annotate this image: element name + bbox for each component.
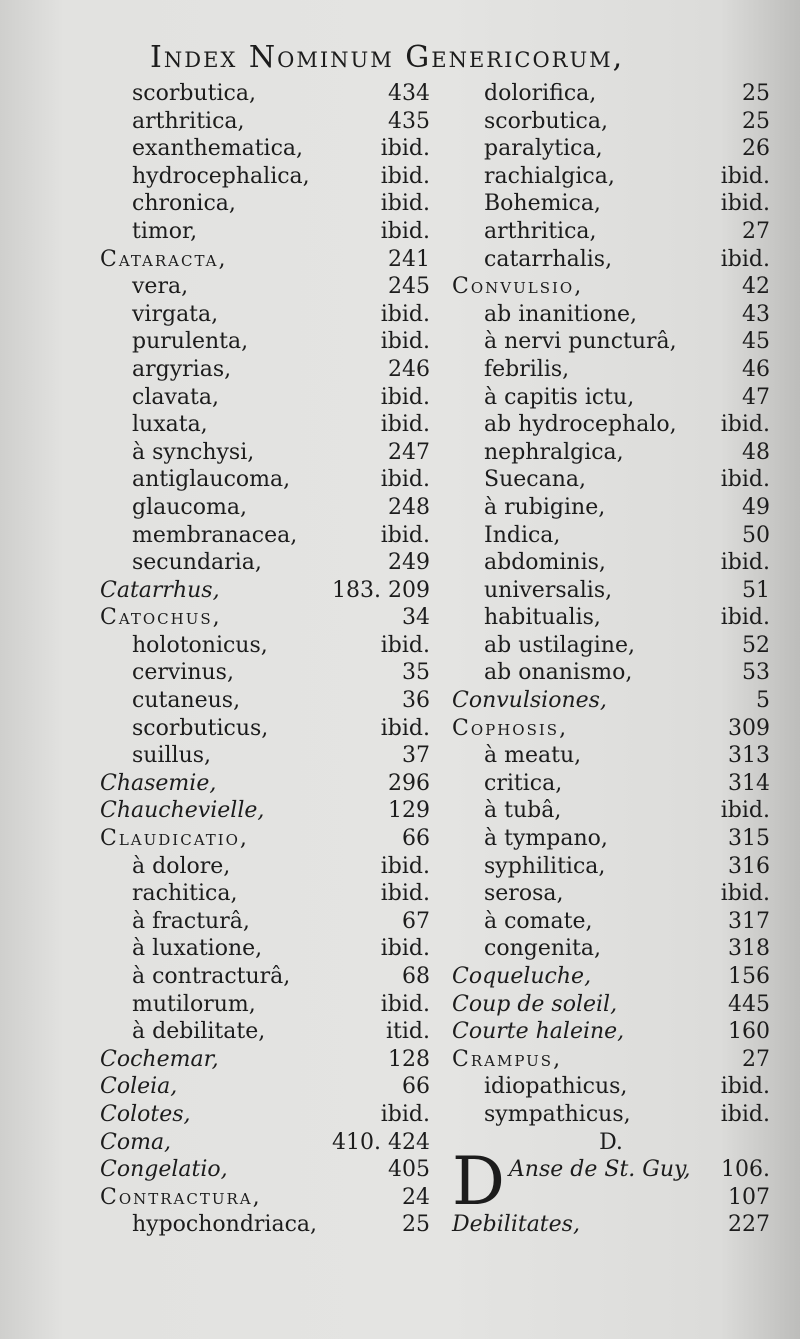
index-entry (100, 218, 430, 246)
section-letter: D. (599, 1129, 623, 1155)
entry-term: à tympano, (484, 826, 608, 852)
entry-term: nephralgica, (484, 439, 624, 465)
index-entry (100, 991, 430, 1019)
index-entry (100, 1046, 430, 1074)
entry-term: scorbutica, (132, 81, 256, 106)
entry-term: antiglaucoma, (132, 467, 291, 493)
index-entry (100, 384, 430, 412)
entry-term: clavata, (132, 384, 219, 410)
entry-page: itid. (386, 1019, 430, 1045)
entry-page: ibid. (720, 550, 770, 576)
entry-term: holotonicus, (132, 632, 268, 658)
entry-page: 27 (742, 218, 770, 244)
entry-page: 46 (742, 356, 770, 382)
index-entry (452, 328, 770, 356)
entry-page: ibid. (380, 191, 430, 217)
entry-page: 315 (728, 826, 770, 852)
index-entry (452, 797, 770, 825)
entry-term: critica, (484, 770, 563, 796)
entry-page: 5 (756, 688, 770, 714)
index-entry (100, 108, 430, 136)
entry-page: 26 (742, 136, 770, 162)
entry-page: ibid. (380, 412, 430, 438)
index-entry (452, 301, 770, 329)
entry-page: 45 (742, 329, 770, 355)
entry-page: 67 (402, 908, 430, 934)
entry-page: ibid. (720, 246, 770, 272)
entry-page: 317 (728, 908, 770, 934)
entry-page: 410. 424 (332, 1129, 430, 1155)
index-entry (100, 1073, 430, 1101)
entry-page: 43 (742, 301, 770, 327)
entry-term: congenita, (484, 936, 601, 962)
entry-term: scorbuticus, (132, 715, 269, 741)
index-entry (452, 880, 770, 908)
entry-page: 445 (728, 991, 770, 1017)
entry-term: Debilitates, (452, 1212, 580, 1238)
entry-term: à meatu, (484, 743, 582, 769)
entry-term: Anse de St. Guy, (508, 1157, 691, 1183)
entry-term: suillus, (132, 743, 212, 769)
index-entry (100, 80, 430, 108)
index-entry (452, 853, 770, 881)
entry-page: 241 (388, 246, 430, 272)
index-entry (452, 908, 770, 936)
index-entry (100, 935, 430, 963)
entry-term: membranacea, (132, 522, 298, 548)
entry-term: à debilitate, (132, 1019, 266, 1045)
entry-term: à luxatione, (132, 936, 263, 962)
entry-page: ibid. (720, 1074, 770, 1100)
entry-term: Bohemica, (484, 191, 601, 217)
entry-page: ibid. (380, 467, 430, 493)
index-entry (452, 1073, 770, 1101)
entry-term: Coleia, (100, 1074, 178, 1100)
entry-term: Catochus, (100, 605, 222, 631)
entry-page: 49 (742, 494, 770, 520)
entry-term: argyrias, (132, 356, 232, 382)
entry-page: 318 (728, 936, 770, 962)
entry-page: ibid. (380, 936, 430, 962)
index-entry (100, 163, 430, 191)
index-entry (452, 577, 770, 605)
index-entry (100, 522, 430, 550)
index-entry (100, 908, 430, 936)
entry-term: serosa, (484, 881, 564, 907)
index-entry (452, 466, 770, 494)
entry-term: Coup de soleil, (452, 991, 618, 1017)
index-entry (452, 770, 770, 798)
index-entry (452, 659, 770, 687)
index-entry (100, 659, 430, 687)
entry-term: mutilorum, (132, 991, 256, 1017)
index-entry (100, 797, 430, 825)
entry-term: virgata, (132, 301, 219, 327)
index-entry (452, 715, 770, 743)
entry-page: 35 (402, 660, 430, 686)
entry-page: 47 (742, 384, 770, 410)
index-entry (509, 1184, 770, 1212)
entry-page: 37 (402, 743, 430, 769)
index-entry (452, 246, 770, 274)
entry-term: Claudicatio, (100, 826, 249, 852)
entry-term: Convulsiones, (452, 688, 607, 714)
index-entry (100, 466, 430, 494)
entry-term: Coqueluche, (452, 964, 592, 989)
entry-page: 434 (388, 81, 430, 106)
entry-term: Contractura, (100, 1184, 262, 1210)
entry-term: Cochemar, (100, 1046, 219, 1072)
entry-term: hydrocephalica, (132, 163, 310, 189)
entry-page: 53 (742, 660, 770, 686)
entry-term: arthritica, (484, 218, 597, 244)
entry-page: 247 (388, 439, 430, 465)
entry-page: 66 (402, 826, 430, 852)
entry-page: ibid. (380, 632, 430, 658)
index-entry (100, 880, 430, 908)
entry-page: ibid. (720, 467, 770, 493)
entry-term: dolorifica, (484, 81, 597, 106)
entry-term: Indica, (484, 522, 561, 548)
entry-page: 156 (728, 964, 770, 989)
entry-page: ibid. (380, 329, 430, 355)
heading-word-nominum: Nominum (248, 40, 394, 75)
entry-term: hypochondriaca, (132, 1212, 318, 1238)
index-entry (100, 1129, 430, 1157)
entry-term: cutaneus, (132, 688, 241, 714)
entry-term: à comate, (484, 908, 593, 934)
index-entry (452, 356, 770, 384)
entry-page: 314 (728, 770, 770, 796)
index-entry (452, 108, 770, 136)
index-entry (452, 163, 770, 191)
entry-page: ibid. (380, 522, 430, 548)
entry-page: ibid. (380, 881, 430, 907)
entry-page: 27 (742, 1046, 770, 1072)
entry-term: habitualis, (484, 605, 601, 631)
entry-page: ibid. (380, 136, 430, 162)
index-entry (452, 1018, 770, 1046)
index-entry (100, 273, 430, 301)
index-entry (100, 549, 430, 577)
entry-page: ibid. (380, 1101, 430, 1127)
index-entry (452, 604, 770, 632)
index-entry (452, 218, 770, 246)
entry-page: 68 (402, 964, 430, 989)
entry-term: glaucoma, (132, 494, 247, 520)
entry-page: 129 (388, 798, 430, 824)
entry-page: 66 (402, 1074, 430, 1100)
entry-term: Cataracta, (100, 246, 228, 272)
index-entry (100, 715, 430, 743)
entry-term: universalis, (484, 577, 613, 603)
index-entry (100, 494, 430, 522)
index-entry (509, 1156, 770, 1184)
entry-page: ibid. (380, 991, 430, 1017)
index-entry (100, 411, 430, 439)
entry-page: 248 (388, 494, 430, 520)
entry-term: timor, (132, 218, 198, 244)
entry-term: Convulsio, (452, 274, 584, 300)
index-entry (452, 991, 770, 1019)
entry-page: ibid. (380, 853, 430, 879)
entry-term: Catarrhus, (100, 577, 220, 603)
d-section-block (452, 1143, 770, 1221)
entry-term: Crampus, (452, 1046, 563, 1072)
entry-page: 25 (402, 1212, 430, 1238)
entry-term: Congelatio, (100, 1157, 228, 1183)
entry-term: luxata, (132, 412, 208, 438)
index-entry (452, 80, 770, 108)
entry-term: rachitica, (132, 881, 238, 907)
index-entry (100, 742, 430, 770)
entry-term: vera, (132, 274, 189, 300)
index-entry (452, 742, 770, 770)
entry-term: à capitis ictu, (484, 384, 635, 410)
entry-term: paralytica, (484, 136, 603, 162)
entry-page: 24 (402, 1184, 430, 1210)
index-entry (100, 853, 430, 881)
entry-term: arthritica, (132, 108, 245, 134)
entry-term: secundaria, (132, 550, 262, 576)
index-entry (452, 1101, 770, 1129)
entry-page: 405 (388, 1157, 430, 1183)
index-entry (452, 135, 770, 163)
index-column-right (452, 80, 770, 1239)
index-entry (100, 963, 430, 991)
entry-term: ab onanismo, (484, 660, 633, 686)
index-entry (100, 356, 430, 384)
index-entry (100, 604, 430, 632)
index-list-right (452, 80, 770, 1129)
entry-page: 316 (728, 853, 770, 879)
index-entry (452, 549, 770, 577)
entry-term: à synchysi, (132, 439, 255, 465)
entry-page: 296 (388, 770, 430, 796)
index-entry (100, 1211, 430, 1239)
entry-term: Courte haleine, (452, 1019, 625, 1045)
entry-term: Cophosis, (452, 715, 569, 741)
entry-page: 25 (742, 108, 770, 134)
index-entry (100, 328, 430, 356)
index-entry (452, 963, 770, 991)
index-entry (452, 384, 770, 412)
entry-page: 183. 209 (332, 577, 430, 603)
index-entry (100, 632, 430, 660)
entry-page: ibid. (380, 218, 430, 244)
entry-page: ibid. (380, 301, 430, 327)
entry-term: à fracturâ, (132, 908, 250, 934)
entry-term: chronica, (132, 191, 236, 217)
index-entry (452, 494, 770, 522)
entry-term: Chasemie, (100, 770, 217, 796)
entry-page: ibid. (720, 605, 770, 631)
index-entry (452, 1046, 770, 1074)
index-entry (452, 935, 770, 963)
entry-page: 160 (728, 1019, 770, 1045)
entry-page: 36 (402, 688, 430, 714)
entry-term: idiopathicus, (484, 1074, 628, 1100)
index-column-left (100, 80, 430, 1239)
entry-page: 245 (388, 274, 430, 300)
entry-page: ibid. (720, 412, 770, 438)
entry-page: ibid. (720, 163, 770, 189)
entry-page: 227 (728, 1212, 770, 1238)
entry-page: 249 (388, 550, 430, 576)
entry-term: à nervi puncturâ, (484, 329, 677, 355)
index-entry (452, 522, 770, 550)
entry-page: ibid. (380, 715, 430, 741)
entry-page: 42 (742, 274, 770, 300)
entry-page: 25 (742, 81, 770, 106)
index-entry (100, 1156, 430, 1184)
entry-page: ibid. (380, 163, 430, 189)
entry-term: febrilis, (484, 356, 570, 382)
entry-term: à tubâ, (484, 798, 562, 824)
entry-page: 313 (728, 743, 770, 769)
entry-term: purulenta, (132, 329, 249, 355)
entry-page: ibid. (720, 191, 770, 217)
index-entry (100, 246, 430, 274)
entry-term: scorbutica, (484, 108, 608, 134)
entry-term: Colotes, (100, 1101, 191, 1127)
entry-page: 48 (742, 439, 770, 465)
entry-page: ibid. (720, 881, 770, 907)
entry-term: cervinus, (132, 660, 234, 686)
index-entry (100, 301, 430, 329)
entry-term: catarrhalis, (484, 246, 613, 272)
index-entry (100, 1018, 430, 1046)
entry-term: Coma, (100, 1129, 172, 1155)
index-entry (452, 411, 770, 439)
index-entry (100, 190, 430, 218)
entry-page: 435 (388, 108, 430, 134)
entry-term: abdominis, (484, 550, 606, 576)
entry-term: Chauchevielle, (100, 798, 265, 824)
index-entry (100, 135, 430, 163)
index-entry (100, 687, 430, 715)
entry-page: 246 (388, 356, 430, 382)
entry-term: ab hydrocephalo, (484, 412, 677, 438)
index-entry (100, 825, 430, 853)
index-entry (452, 190, 770, 218)
entry-term: ab ustilagine, (484, 632, 635, 658)
entry-term: sympathicus, (484, 1101, 631, 1127)
entry-term: exanthematica, (132, 136, 304, 162)
index-entry (452, 825, 770, 853)
entry-page: 34 (402, 605, 430, 631)
index-entry (452, 439, 770, 467)
entry-page: 128 (388, 1046, 430, 1072)
entry-page: 50 (742, 522, 770, 548)
entry-page: 309 (728, 715, 770, 741)
index-entry (100, 577, 430, 605)
heading-word-index: Index (150, 40, 238, 75)
entry-term: à rubigine, (484, 494, 606, 520)
index-entry (100, 1101, 430, 1129)
entry-term: à dolore, (132, 853, 231, 879)
entry-page: ibid. (720, 1101, 770, 1127)
heading-word-genericorum: Genericorum, (405, 40, 625, 75)
entry-page: 107 (728, 1184, 770, 1210)
index-entry (100, 1184, 430, 1212)
entry-page: ibid. (380, 384, 430, 410)
entry-page: 52 (742, 632, 770, 658)
index-entry (100, 770, 430, 798)
drop-cap-letter: D (452, 1143, 505, 1221)
entry-page: 51 (742, 577, 770, 603)
entry-term: Suecana, (484, 467, 586, 493)
entry-page: ibid. (720, 798, 770, 824)
index-entry (452, 687, 770, 715)
entry-term: ab inanitione, (484, 301, 638, 327)
index-entry (452, 273, 770, 301)
index-entry (452, 632, 770, 660)
entry-term: à contracturâ, (132, 964, 291, 989)
entry-page: 106. (721, 1157, 770, 1183)
index-entry (100, 439, 430, 467)
page-heading (150, 40, 790, 75)
entry-term: syphilitica, (484, 853, 606, 879)
entry-term: rachialgica, (484, 163, 615, 189)
